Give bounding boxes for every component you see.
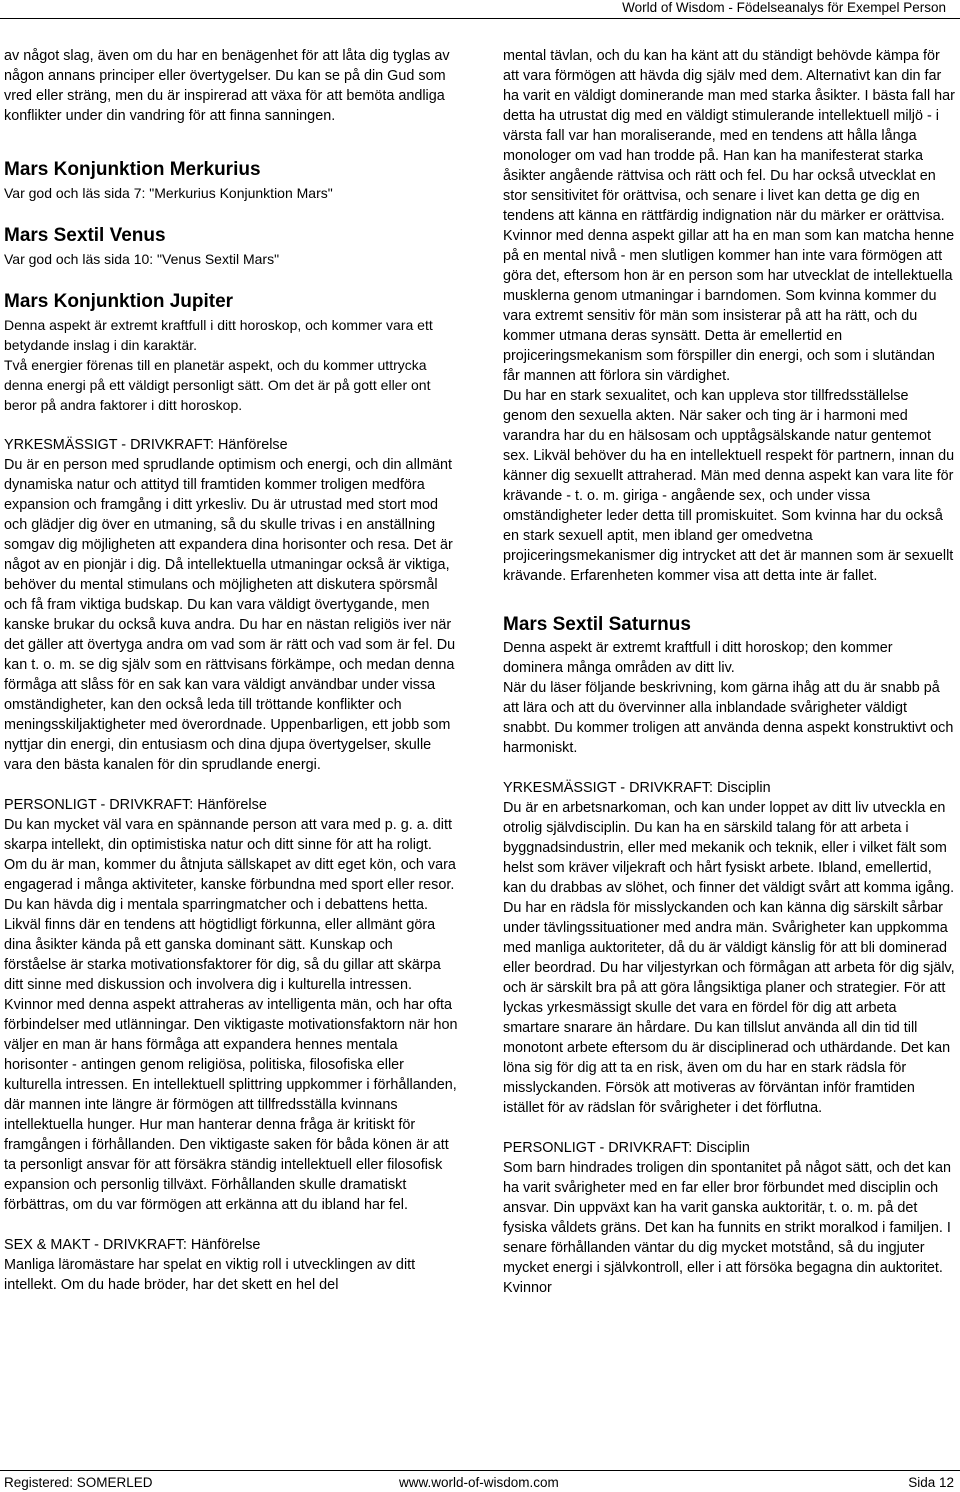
merkurius-reference: Var god och läs sida 7: "Merkurius Konjunktion Mars" <box>4 185 333 201</box>
saturnus-paragraph-1: Denna aspekt är extremt kraftfull i ditt horoskop; den kommer dominera många områden av ditt liv. <box>503 640 893 676</box>
yrke-disciplin-heading: YRKESMÄSSIGT - DRIVKRAFT: Disciplin <box>503 780 771 796</box>
sex-makt-paragraph: Manliga läromästare har spelat en viktig roll i utvecklingen av ditt intellekt. Om du hade bröder, har det skett en hel del <box>4 1257 416 1293</box>
jupiter-paragraph-1: Denna aspekt är extremt kraftfull i ditt horoskop, och kommer vara ett betydande inslag i din karaktär. <box>4 317 433 353</box>
sex-makt-heading: SEX & MAKT - DRIVKRAFT: Hänförelse <box>4 1237 261 1253</box>
heading-mars-sextil-venus: Mars Sextil Venus <box>4 225 166 246</box>
personligt-paragraph-1: Du kan mycket väl vara en spännande person att vara med p. g. a. ditt skarpa intellekt, din optimistiska natur och ditt sinne för att ha roligt. Om du är man, kommer du åtnjuta sällskapet av ditt eget kön, och vara engagerad i många aktiviteter, kanske förbundna med sport eller resor. Du kan hävda dig i mentala sparringmatcher och i debattens hetta. Likväl finns där en tendens att högtidligt förkunna, eller allmänt göra dina åsikter kända på ett ganska dominant sätt. Kunskap och förståelse är starka motivationsfaktorer för dig, så du gillar att skärpa ditt sinne med diskussion och involvera dig i kulturella intressen. <box>4 817 456 993</box>
saturnus-paragraph-2: När du läser följande beskrivning, kom gärna ihåg att du är snabb på att lära och att du övervinner alla inblandade svårigheter väldigt snabbt. Du kommer troligen att använda denna aspekt konstruktivt och harmoniskt. <box>503 680 954 756</box>
yrke-heading: YRKESMÄSSIGT - DRIVKRAFT: Hänförelse <box>4 437 288 453</box>
page-number: Sida 12 <box>908 1475 954 1490</box>
left-column <box>4 46 458 1295</box>
website-link[interactable]: www.world-of-wisdom.com <box>399 1475 559 1490</box>
heading-mars-konjunktion-merkurius: Mars Konjunktion Merkurius <box>4 159 261 180</box>
header-title: World of Wisdom - Födelseanalys för Exempel Person <box>622 0 946 15</box>
continued-paragraph-1: mental tävlan, och du kan ha känt att du ständigt behövde kämpa för att vara förmögen att hävda dig själv med dem. Alternativt kan din far ha varit en väldigt dominerande man med starka åsikter. I bästa fall har detta ha utrustat dig med en väldigt stimulerande intellektuell miljö - i värsta fall var han moraliserande, med en tendens att hålla långa monologer om vad han trodde på. Han kan ha manifesterat starka åsikter angående rättvisa och rätt och fel. Du har också utvecklat en stor sensitivitet för orättvisa, och senare i livet kan detta ge dig en tendens att känna en rättfärdig indignation när du märker er orättvisa. <box>503 48 955 224</box>
venus-reference: Var god och läs sida 10: "Venus Sextil Mars" <box>4 251 280 267</box>
personligt-disciplin-heading: PERSONLIGT - DRIVKRAFT: Disciplin <box>503 1140 750 1156</box>
continued-paragraph-2: Kvinnor med denna aspekt gillar att ha en man som kan matcha henne på en mental nivå - men slutligen kommer han inte vara förmögen att göra det, eftersom hon är en person som har utvecklat de intellektuella musklerna genom utmaningar i barndomen. Som kvinna kommer du vara extremt sensitiv för män som insisterar på att ha rätt, och du kommer utmana deras synsätt. Detta är emellertid en projiceringsmekanism som förspiller din energi, och som i slutändan får mannen att förlora sin värdighet. <box>503 228 955 384</box>
jupiter-paragraph-2: Två energier förenas till en planetär aspekt, och du kommer uttrycka denna energi på ett väldigt personligt sätt. Om det är på gott eller ont beror på andra faktorer i ditt horoskop. <box>4 357 431 413</box>
intro-paragraph: av något slag, även om du har en benägenhet för att låta dig tyglas av någon annans principer eller övertygelser. Du kan se på din Gud som vred eller sträng, men du är inspirerad att växa för att bemöta andliga konflikter under din vandring för att finna sanningen. <box>4 48 450 124</box>
personligt-disciplin-paragraph: Som barn hindrades troligen din spontanitet på något sätt, och det kan ha varit svårigheter med en far eller bror förbundet med disciplin och ansvar. Din uppväxt kan ha varit ganska auktoritär, t. o. m. på det fysiska våldets gräns. Det kan ha funnits en strikt moralkod i familjen. I senare förhållanden väntar du dig mycket motstånd, så du ingjuter mycket energi i självkontroll, eller i att försöka begagna din auktoritet. Kvinnor <box>503 1160 952 1296</box>
personligt-heading: PERSONLIGT - DRIVKRAFT: Hänförelse <box>4 797 267 813</box>
personligt-paragraph-2: Kvinnor med denna aspekt attraheras av intelligenta män, och har ofta förbindelser med utlänningar. Den viktigaste motivationsfaktorn när hon väljer en man är hans förmåga att expandera hennes mentala horisonter - antingen genom religiösa, politiska, filosofiska eller kulturella intressen. En intellektuell splittring uppkommer i förhållanden, där mannen inte längre är förmögen att tillfredsställa kvinnans intellektuella hunger. Hur man hanterar denna fråga är kritiskt för framgången i förhållanden. Den viktigaste saken för båda könen är att ta personligt ansvar för att försäkra ständig intellektuell eller filosofisk expansion och personlig tillväxt. Förhållanden skulle dramatiskt förbättras, om du var förmögen att erkänna att du ibland har fel. <box>4 997 458 1213</box>
page-header <box>0 0 960 19</box>
yrke-disciplin-paragraph: Du är en arbetsnarkoman, och kan under loppet av ditt liv utveckla en otrolig självdisciplin. Du kan ha en särskild talang för att arbeta i byggnadsindustrin, eller med mekanik och teknik, eller i vilket fält som helst som kräver viljekraft och hårt fysiskt arbete. Ibland, emellertid, kan du drabbas av slöhet, och finner det väldigt svårt att komma igång. Du har en rädsla för misslyckanden och kan känna dig särskilt sårbar under tävlingssituationer med andra män. Svårigheter kan uppkomma med manliga auktoriteter, då du är väldigt känslig för att bli dominerad eller beordrad. Du har viljestyrkan och förmågan att arbeta för dig själv, och är särskilt bra på att göra långsiktiga planer och strategier. För att lyckas yrkesmässigt skulle det vara en fördel för dig att arbeta smartare snarare än hårdare. Du kan tillslut använda all din tid till monotont arbete eftersom du är disciplinerad och uthärdande. Det kan löna sig för dig att ta en risk, även om du har en stark rädsla för misslyckanden. Försök att motiveras av förväntan inför framtiden istället för av rädslan för svårigheter i det förflutna. <box>503 800 955 1116</box>
registered-label: Registered: SOMERLED <box>4 1475 153 1490</box>
page-footer <box>0 1470 960 1492</box>
continued-paragraph-3: Du har en stark sexualitet, och kan uppleva stor tillfredsställelse genom den sexuella akten. När saker och ting är i harmoni med varandra har du en hälsosam och upptågsälskande natur gentemot sex. Likväl behöver du ha en intellektuell respekt för partnern, innan du känner dig sexuellt attraherad. Män med denna aspekt kan vara lite för krävande - t. o. m. giriga - angående sex, och under vissa omständigheter leder detta till promiskuitet. Som kvinna har du också en stark sexuell aptit, men ibland ger omedvetna projiceringsmekanismer dig intrycket att det är mannen som är sexuellt krävande. Erfarenheten kommer visa att detta inte är fallet. <box>503 388 955 584</box>
right-column <box>503 46 955 1298</box>
yrke-paragraph: Du är en person med sprudlande optimism och energi, och din allmänt dynamiska natur och attityd till framtiden kommer troligen medföra expansion och framgång i ditt yrkesliv. Du är utrustad med stort mod och glädjer dig över en utmaning, så du skulle trivas i en anställning somgav dig möjligheten att expandera dina horisonter och resa. Det är något av en pionjär i dig. Då intellektuella utmaningar också är viktiga, behöver du mental stimulans och möjligheten att diskutera spörsmål och få fram viktiga budskap. Du kan vara väldigt övertygande, men kanske brukar du också kuva andra. Du har en nästan religiös iver när det gäller att övertyga andra om vad som är rätt och vad som är fel. Du kan t. o. m. se dig själv som en rättvisans förkämpe, och medan denna förmåga att slåss för en sak kan vara väldigt användbar under vissa omständigheter, kan den också leda till tröttande konflikter och meningsskiljaktigheter med överordnade. Uppenbarligen, ett jobb som nyttjar din energi, din entusiasm och dina djupa övertygelser, skulle vara den bästa kanalen för din sprudlande energi. <box>4 457 456 773</box>
heading-mars-sextil-saturnus: Mars Sextil Saturnus <box>503 614 691 635</box>
heading-mars-konjunktion-jupiter: Mars Konjunktion Jupiter <box>4 291 234 312</box>
